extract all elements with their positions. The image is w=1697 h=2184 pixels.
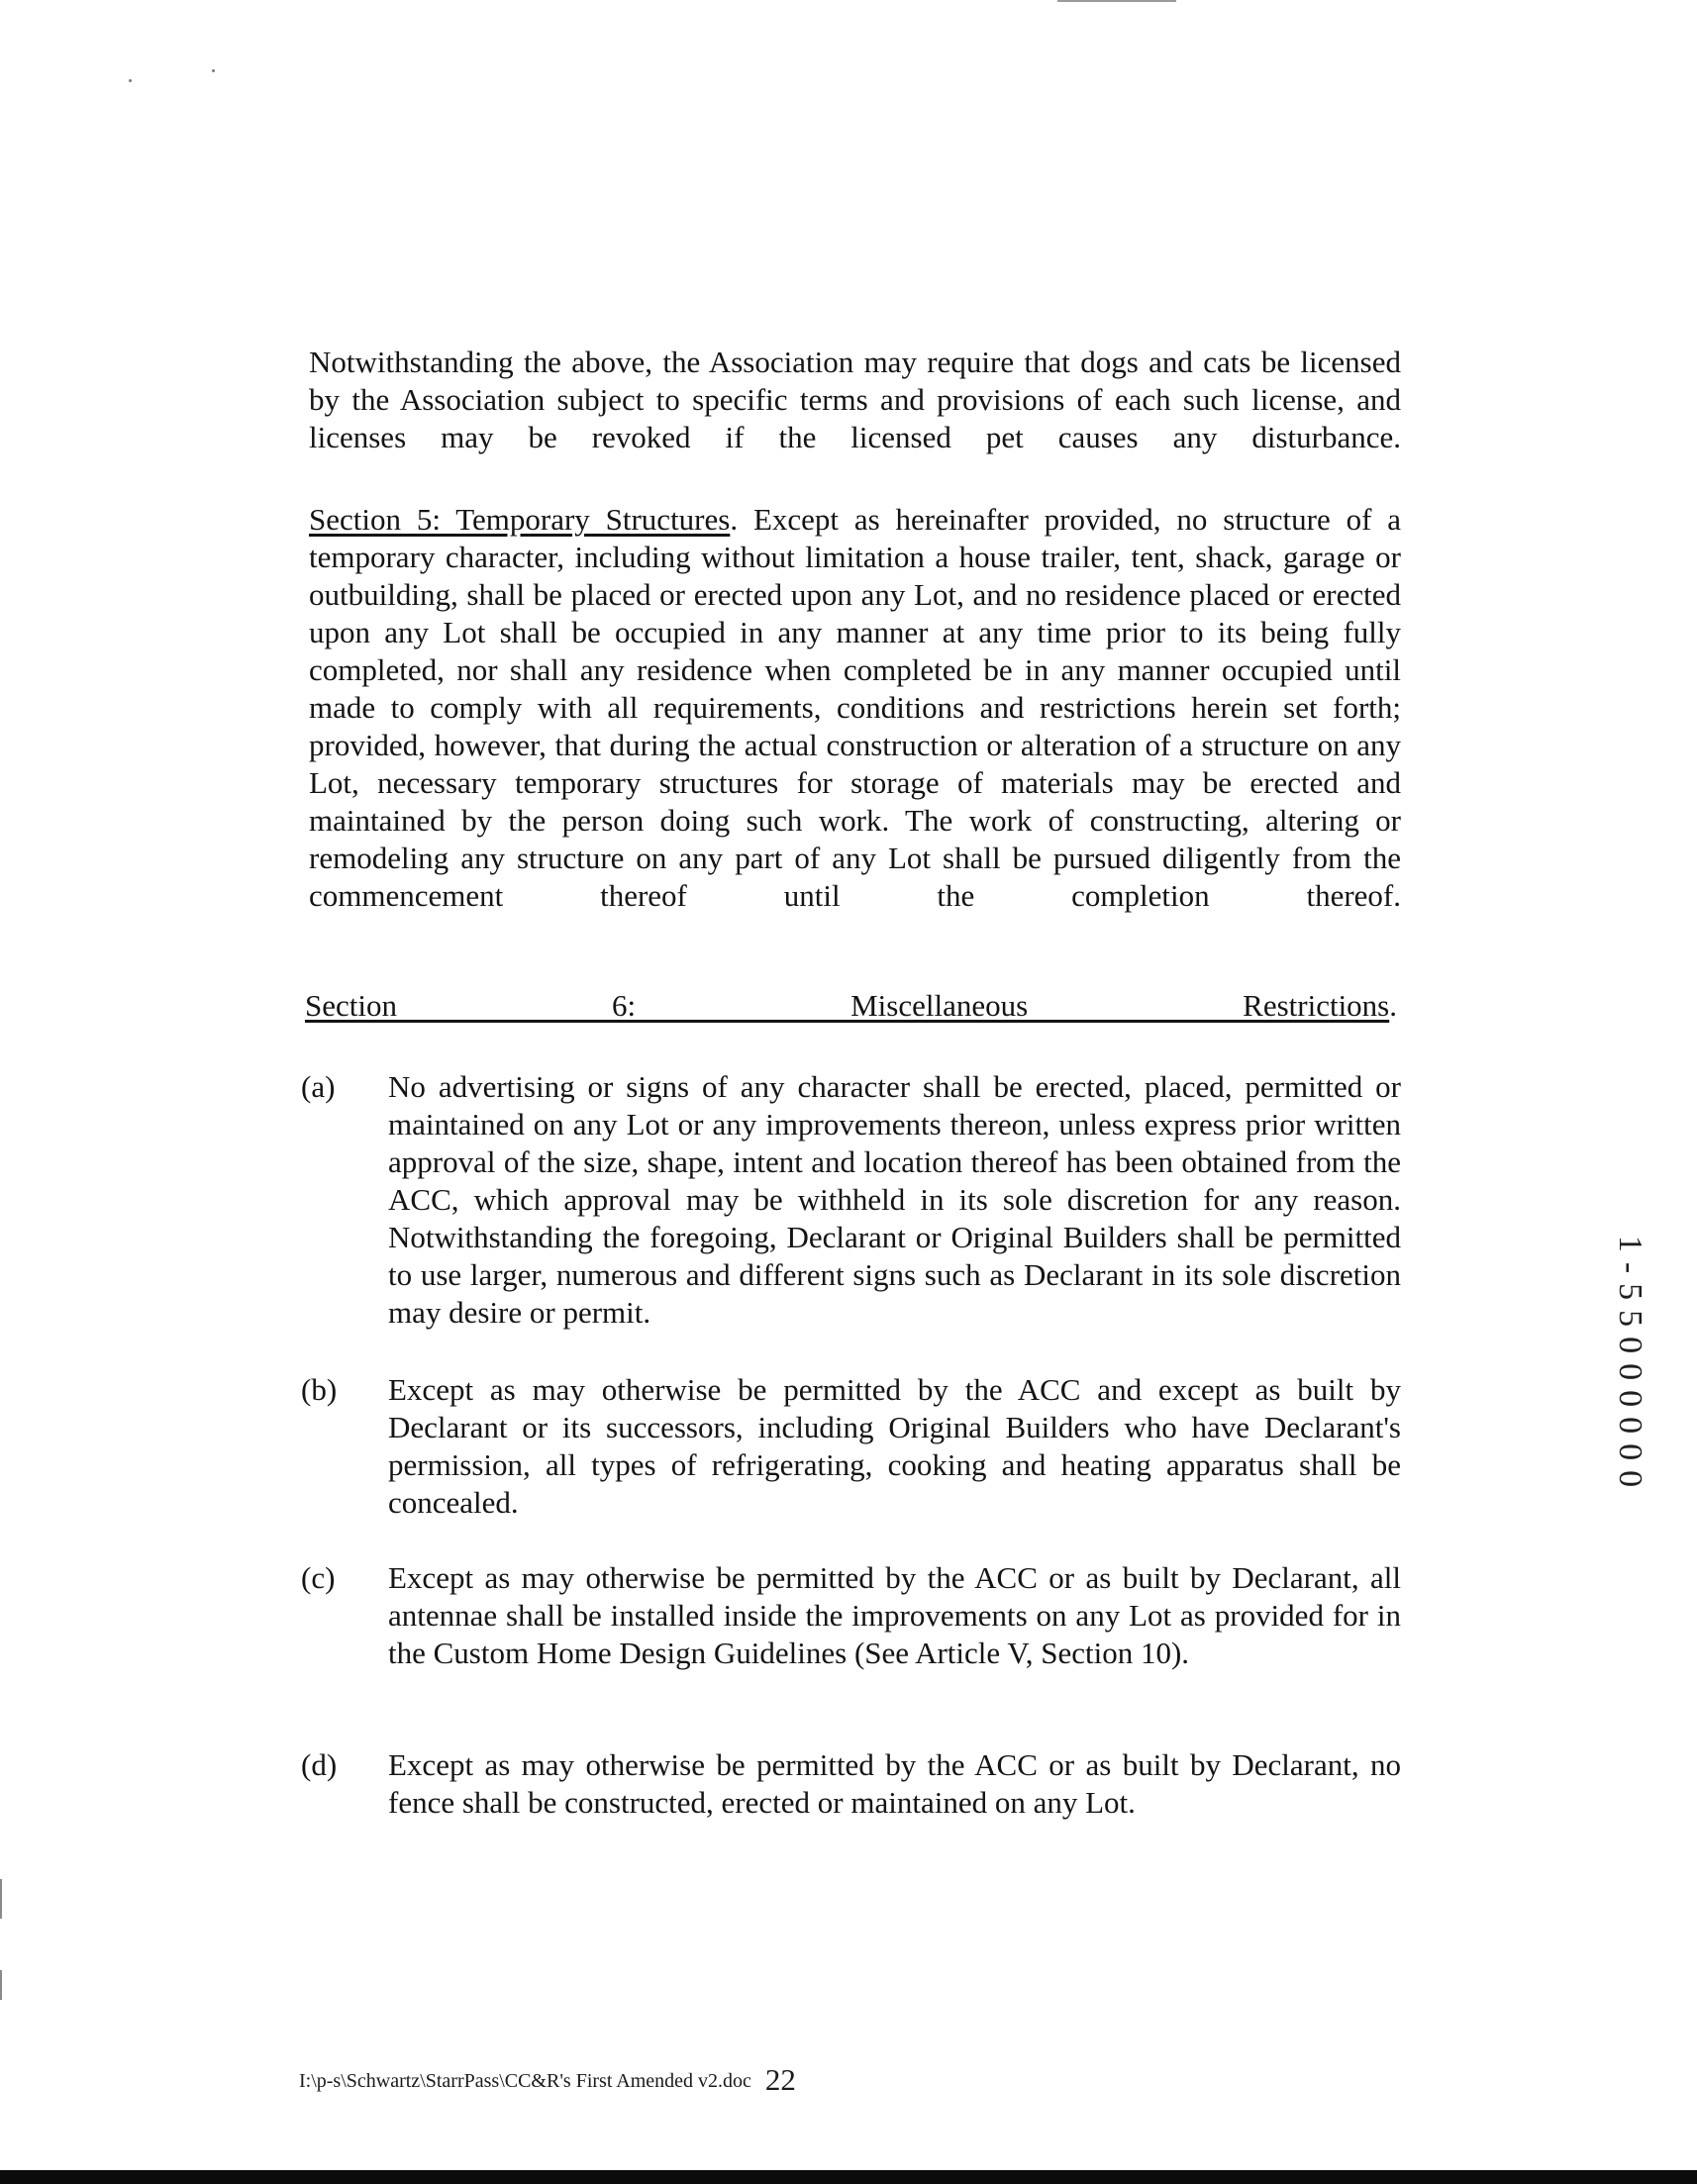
section-6-heading: Section 6: Miscellaneous Restrictions [305, 988, 1390, 1023]
list-item-b [301, 1371, 1401, 1522]
list-item-letter: (c) [301, 1560, 336, 1595]
section-6-heading-suffix: . [1389, 988, 1397, 1023]
footer-page-number: 22 [764, 2062, 796, 2097]
list-item-text: Except as may otherwise be permitted by the ACC and except as built by Declarant or its successors, including Original Builders who have Declarant's permission, all types of refrigerating, cooking and heating apparatus shall be concealed. [388, 1372, 1401, 1520]
section-5-heading: Section 5: Temporary Structures [309, 502, 731, 537]
section-5-paragraph [309, 501, 1401, 952]
list-item-text: Except as may otherwise be permitted by the ACC or as built by Declarant, no fence shall be constructed, erected or maintained on any Lot. [388, 1747, 1401, 1820]
scan-bottom-edge [0, 2170, 1697, 2184]
scan-edge-mark [0, 1879, 2, 1919]
scan-edge-mark [1057, 0, 1176, 2]
section-6-heading-line [305, 987, 1397, 1062]
list-item-c [301, 1559, 1401, 1672]
list-item-text: Except as may otherwise be permitted by the ACC or as built by Declarant, all antennae shall be installed inside the improvements on any Lot as provided for in the Custom Home Design Guidelines (See Article V, Section 10). [388, 1560, 1401, 1670]
list-item-d [301, 1746, 1401, 1822]
scan-speck [129, 79, 132, 82]
list-item-a [301, 1068, 1401, 1332]
bates-number: 1-55000000 [1612, 1235, 1648, 1498]
list-item-letter: (a) [301, 1069, 336, 1104]
list-item-letter: (d) [301, 1747, 338, 1782]
page-footer [299, 2062, 796, 2098]
list-item-text: No advertising or signs of any character shall be erected, placed, permitted or maintained on any Lot or any improvements thereon, unless express prior written approval of the size, shape, intent and location thereof has been obtained from the ACC, which approval may be withheld in its sole discretion for any reason. Notwithstanding the foregoing, Declarant or Original Builders shall be permitted to use larger, numerous and different signs such as Declarant in its sole discretion may desire or permit. [388, 1069, 1401, 1330]
footer-file-path: I:\p-s\Schwartz\StarrPass\CC&R's First Amended v2.doc [299, 2070, 751, 2092]
pets-paragraph: Notwithstanding the above, the Association may require that dogs and cats be licensed by the Association subject to specific terms and provisions of each such license, and licenses may be revoked if the licensed pet causes any disturbance. [309, 345, 1401, 454]
list-item-letter: (b) [301, 1372, 338, 1407]
scan-edge-mark [0, 1970, 2, 2000]
section-5-body: . Except as hereinafter provided, no structure of a temporary character, including without limitation a house trailer, tent, shack, garage or outbuilding, shall be placed or erected upon any Lot, and no residence placed or erected upon any Lot shall be occupied in any manner at any time prior to its being fully completed, nor shall any residence when completed be in any manner occupied until made to comply with all requirements, conditions and restrictions herein set forth; provided, however, that during the actual construction or alteration of a structure on any Lot, necessary temporary structures for storage of materials may be erected and maintained by the person doing such work. The work of constructing, altering or remodeling any structure on any part of any Lot shall be pursued diligently from the commencement thereof until the completion thereof. [309, 502, 1401, 913]
scan-speck [212, 69, 215, 72]
bates-stamp [1600, 1198, 1659, 1535]
